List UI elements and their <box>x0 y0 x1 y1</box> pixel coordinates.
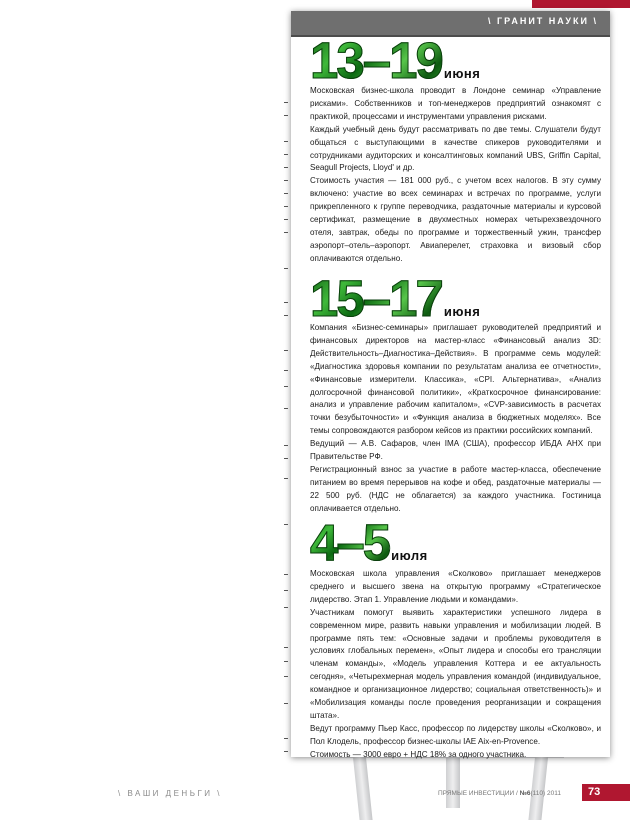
easel-left-leg <box>352 752 372 820</box>
margin-mark <box>284 738 288 739</box>
event-date-range: 15–17 <box>310 270 442 327</box>
event-paragraph: Ведут программу Пьер Касс, профессор по лидерству школы «Сколково», и Пол Клодель, профессор бизнес-школы IAE Aix-en-Provence. <box>310 723 601 746</box>
event-month: июля <box>391 548 428 563</box>
margin-mark <box>284 206 288 207</box>
margin-mark <box>284 315 288 316</box>
margin-mark <box>284 524 288 525</box>
margin-mark <box>284 302 288 303</box>
margin-mark <box>284 574 288 575</box>
event-paragraph: Ведущий — А.В. Сафаров, член IMA (США), профессор ИБДА АНХ при Правительстве РФ. <box>310 439 601 462</box>
issue-suffix: (110) 2011 <box>530 790 561 797</box>
event-paragraph: Стоимость — 3000 евро + НДС 18% за одного участника. <box>310 749 527 759</box>
margin-mark <box>284 386 288 387</box>
margin-mark <box>284 590 288 591</box>
margin-mark <box>284 167 288 168</box>
event-date-heading <box>310 514 428 571</box>
easel-right-leg <box>528 752 548 820</box>
margin-mark <box>284 751 288 752</box>
event-paragraph: Участникам помогут выявить характеристики успешного лидера в современном мире, развить навыки управления и мобилизации людей. В программе пять тем: «Основные задачи и проблемы руководителя в условиях глобальных перемен», «Опыт лидера и способы его трансляции членам команды», «Модель управления Коттера и ее актуальность сегодня», «Четырехмерная модель управления командой (индивидуальное, командное и организационное лидерство; социальная ответственность)» и «Мобилизация команды после проведения реорганизации и сокращения штата». <box>310 607 601 720</box>
margin-mark <box>284 703 288 704</box>
publication-name: ПРЯМЫЕ ИНВЕСТИЦИИ / <box>438 790 520 797</box>
margin-mark <box>284 141 288 142</box>
margin-mark <box>284 676 288 677</box>
event-date-heading <box>310 32 481 89</box>
margin-mark <box>284 458 288 459</box>
margin-mark <box>284 268 288 269</box>
event-paragraph: Регистрационный взнос за участие в работе мастер-класса, обеспечение питанием во время перерывов на кофе и обед, раздаточные материалы — 22 500 руб. (НДС не облагается) за каждого участника. Гостиница оплачивается отдельно. <box>310 464 601 513</box>
margin-mark <box>284 232 288 233</box>
margin-mark <box>284 350 288 351</box>
margin-mark <box>284 445 288 446</box>
margin-mark <box>284 478 288 479</box>
footer-section-label: \ ВАШИ ДЕНЬГИ \ <box>118 789 222 798</box>
margin-mark <box>284 154 288 155</box>
margin-mark <box>284 180 288 181</box>
event-date-range: 4–5 <box>310 514 390 571</box>
corner-accent-tab <box>532 0 630 8</box>
event-date-range: 13–19 <box>310 32 442 89</box>
event-month: июня <box>443 304 481 319</box>
event-date-heading <box>310 270 481 327</box>
section-label: \ ГРАНИТ НАУКИ \ <box>488 16 598 26</box>
margin-mark <box>284 370 288 371</box>
event-paragraph: Стоимость участия — 181 000 руб., с учетом всех налогов. В эту сумму включено: участие во всех семинарах и встречах по программе, услуги прикрепленного к группе переводчика, раздаточные материалы и курсовой сертификат, размещение в двухместных номерах четырехзвездочного отеля, завтрак, обеды по программе и торжественный ужин, трансфер аэропорт–отель–аэропорт. Авиаперелет, страховка и визовый сбор оплачиваются отдельно. <box>310 176 601 263</box>
event-paragraph: Компания «Бизнес-семинары» приглашает руководителей предприятий и финансовых директоров на мастер-класс «Финансовый анализ 3D: Действительность–Диагностика–Действия». В программе семь модулей: «Диагностика здоровья компании по результатам анализа ее отчетности», «Финансовые измерители. Классика», «CPI. Альтернатива», «Анализ долгосрочной финансовой политики», «Краткосрочное финансирование: анализ и управление рабочим капиталом», «CVP-зависимость в расчетах точки безубыточности» и «Функция анализа в бюджетных моделях». Все темы сопровождаются разбором кейсов из практики российских компаний. <box>310 323 601 436</box>
margin-mark <box>284 115 288 116</box>
event-month: июня <box>443 66 481 81</box>
event-description <box>310 85 601 266</box>
margin-mark <box>284 193 288 194</box>
event-paragraph: Каждый учебный день будут рассматривать по две темы. Слушатели будут общаться с выступающими в качестве спикеров руководителями и сотрудниками аудиторских и консалтинговых компаний UBS, Griffin Capital, Seagull Projects, Lloyd' и др. <box>310 124 601 173</box>
margin-mark <box>284 408 288 409</box>
event-description <box>310 568 601 762</box>
event-paragraph: Московская школа управления «Сколково» приглашает менеджеров среднего и высшего звена на открытую программу «Стратегическое лидерство. Этап 1. Управление людьми и командами». <box>310 569 601 604</box>
margin-mark <box>284 219 288 220</box>
margin-mark <box>284 661 288 662</box>
page-number: 73 <box>582 784 630 801</box>
margin-mark <box>284 647 288 648</box>
event-description <box>310 322 601 516</box>
margin-mark <box>284 102 288 103</box>
footer-publication <box>438 790 561 797</box>
event-paragraph: Московская бизнес-школа проводит в Лондоне семинар «Управление рисками». Собственников и топ-менеджеров предприятий ознакомят с практикой, процессами и инструментами управления рисками. <box>310 86 601 121</box>
margin-mark <box>284 607 288 608</box>
issue-number: №6 <box>519 790 531 797</box>
